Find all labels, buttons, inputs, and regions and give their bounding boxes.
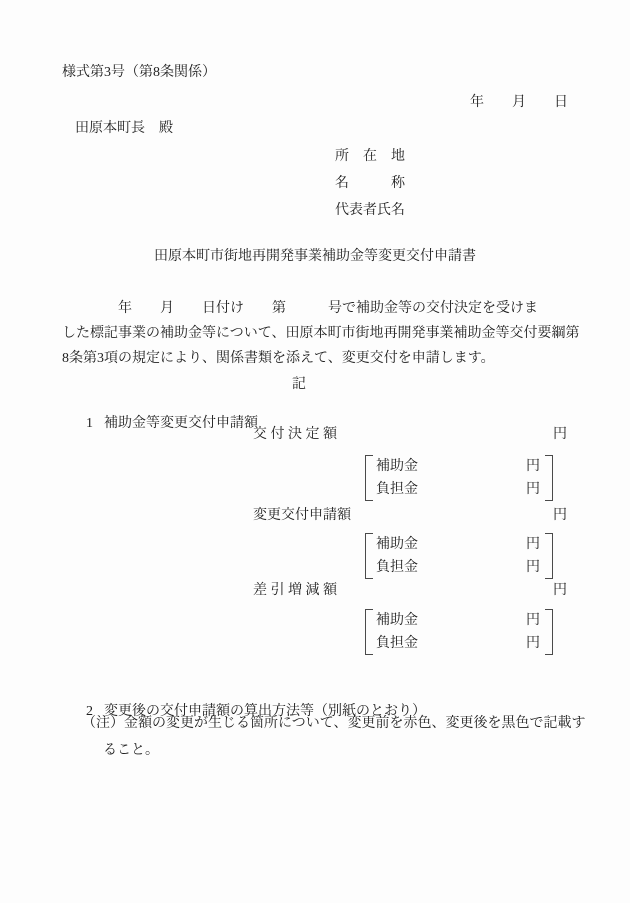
section1-heading [72, 403, 258, 445]
amount-unit: 円 [553, 508, 567, 523]
amount-unit: 円 [553, 583, 567, 598]
applicant-address-label: 所 在 地 [335, 149, 405, 164]
breakdown-label: 補助金 [376, 536, 418, 552]
amount-label: 交 付 決 定 額 [253, 427, 337, 442]
document-title: 田原本町市街地再開発事業補助金等変更交付申請書 [154, 249, 476, 264]
paragraph-line: 年 月 日付け 第 号で補助金等の交付決定を受けま [62, 301, 538, 316]
breakdown-unit: 円 [526, 458, 540, 474]
breakdown-label: 補助金 [376, 612, 418, 628]
breakdown-row-subsidy [372, 533, 546, 556]
section1-heading-label: 補助金等変更交付申請額 [104, 416, 258, 431]
amount-breakdown-changed [365, 533, 553, 579]
breakdown-label: 負担金 [376, 559, 418, 575]
amount-line-changed [253, 509, 567, 523]
amount-unit: 円 [553, 427, 567, 442]
breakdown-unit: 円 [526, 481, 540, 497]
bracket-right [545, 455, 553, 501]
breakdown-row-burden [372, 478, 546, 501]
section2-number: 2 [86, 704, 93, 719]
amount-line-decided [253, 428, 567, 442]
amount-breakdown-decided [365, 455, 553, 501]
note-line: ること。 [103, 743, 159, 758]
record-marker: 記 [292, 377, 306, 392]
breakdown-unit: 円 [526, 612, 540, 628]
breakdown-unit: 円 [526, 635, 540, 651]
amount-label: 変更交付申請額 [253, 508, 351, 523]
amount-line-difference [253, 584, 567, 598]
paragraph-line: した標記事業の補助金等について、田原本町市街地再開発事業補助金等交付要綱第 [62, 326, 580, 341]
breakdown-label: 補助金 [376, 458, 418, 474]
form-number: 様式第3号（第8条関係） [62, 65, 216, 80]
section1-number: 1 [86, 416, 93, 431]
paragraph-line: 8条第3項の規定により、関係書類を添えて、変更交付を申請します。 [62, 351, 495, 366]
applicant-name-label: 名 称 [335, 176, 405, 191]
breakdown-label: 負担金 [376, 481, 418, 497]
note-line: （注）金額の変更が生じる箇所について、変更前を赤色、変更後を黒色で記載す [82, 716, 586, 731]
addressee: 田原本町長 殿 [75, 121, 173, 136]
breakdown-row-burden [372, 632, 546, 655]
breakdown-row-subsidy [372, 609, 546, 632]
section2-heading-label: 変更後の交付申請額の算出方法等（別紙のとおり） [104, 704, 426, 719]
breakdown-row-subsidy [372, 455, 546, 478]
bracket-right [545, 609, 553, 655]
breakdown-row-burden [372, 556, 546, 579]
breakdown-unit: 円 [526, 559, 540, 575]
breakdown-label: 負担金 [376, 635, 418, 651]
bracket-right [545, 533, 553, 579]
breakdown-unit: 円 [526, 536, 540, 552]
amount-label: 差 引 増 減 額 [253, 583, 337, 598]
date-line: 年 月 日 [470, 95, 568, 110]
applicant-representative-label: 代表者氏名 [335, 203, 405, 218]
amount-breakdown-difference [365, 609, 553, 655]
